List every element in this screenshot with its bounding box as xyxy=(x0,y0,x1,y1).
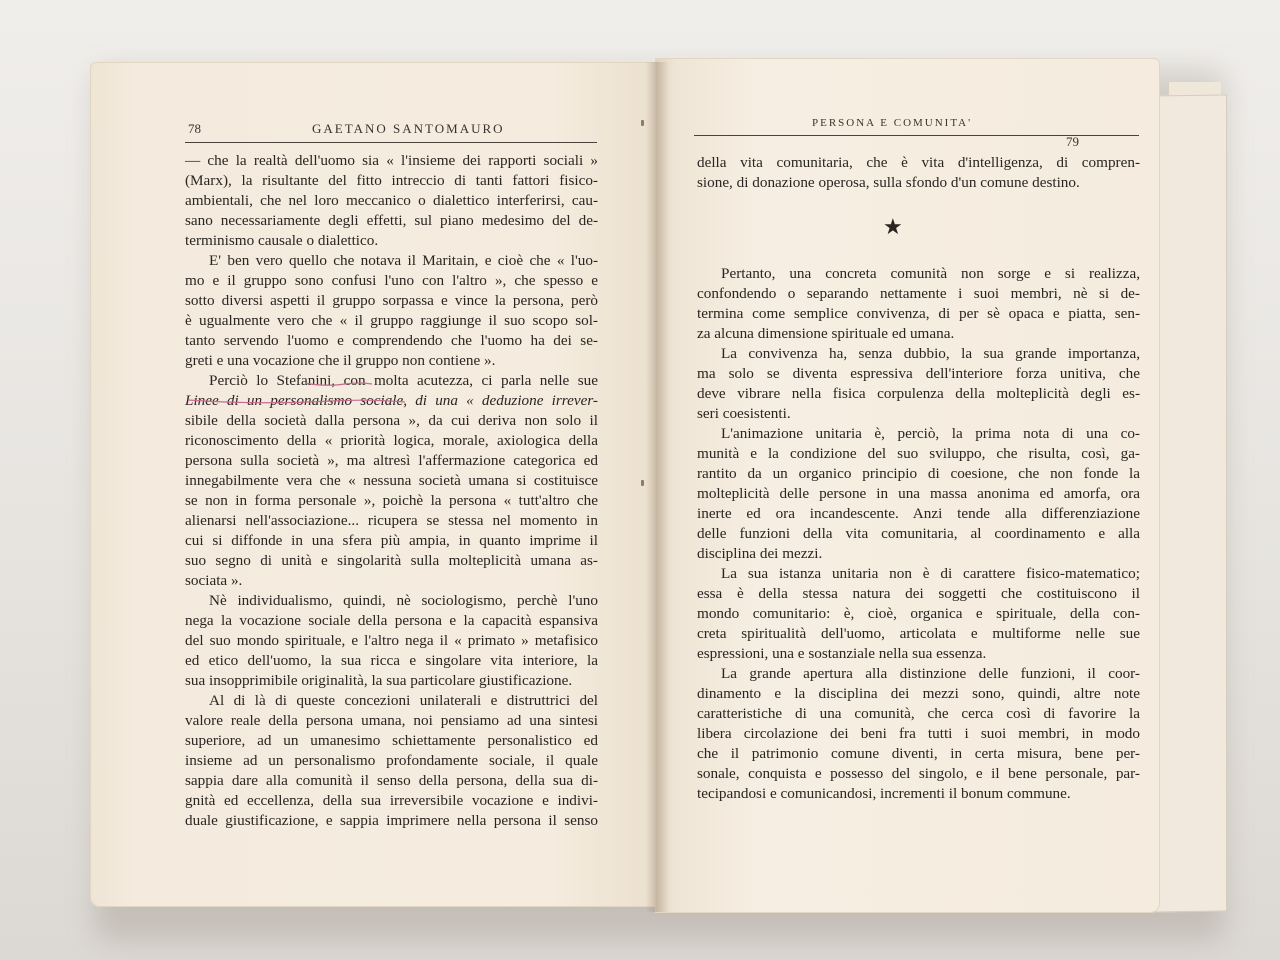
text-line: sibile della società dalla persona », da cui deriva non solo il xyxy=(185,412,598,429)
text-line: sociata ». xyxy=(185,572,243,589)
right-body-text xyxy=(697,264,1140,804)
text-line: deve vibrare nella fisica corpulenza della molteplicità degli es- xyxy=(697,385,1140,402)
text-line: caratteristiche di una comunità, che cerca così di favorire la xyxy=(697,705,1140,722)
text-line: Pertanto, una concreta comunità non sorge e si realizza, xyxy=(721,265,1140,282)
text-line: se non in forma personale », poichè la persona « tutt'altro che xyxy=(185,492,598,509)
left-running-head: GAETANO SANTOMAURO xyxy=(312,121,505,136)
text-line: superiore, ad un umanesimo schiettamente personalistico ed xyxy=(185,732,598,749)
left-page-number: 78 xyxy=(188,121,201,136)
right-body-top xyxy=(697,153,1140,193)
text-line: — che la realtà dell'uomo sia « l'insieme dei rapporti sociali » xyxy=(185,152,598,169)
text-line: creta spiritualità dell'uomo, articolata e multiforme nelle sue xyxy=(697,625,1140,642)
right-page-number: 79 xyxy=(1066,134,1079,149)
text-line: La sua istanza unitaria non è di carattere fisico-matematico; xyxy=(721,565,1140,582)
text-line: rantito da un organico principio di coesione, che non fonde la xyxy=(697,465,1140,482)
text-line: confondendo o separando nettamente i suoi membri, nè si de- xyxy=(697,285,1140,302)
text-line: L'animazione unitaria è, perciò, la prima nota di una co- xyxy=(721,425,1140,442)
text-line: persona sulla società », ma altresì l'affermazione categorica ed xyxy=(185,452,598,469)
text-line: sua insopprimibile originalità, la sua particolare giustificazione. xyxy=(185,672,573,689)
text-line: za alcuna dimensione spirituale ed umana. xyxy=(697,325,955,342)
text-line: insieme ad un personalismo profondamente sociale, il quale xyxy=(185,752,598,769)
pen-underline-stefanini xyxy=(305,383,372,385)
text-line: gnità ed eccellenza, della sua irreversibile vocazione e indivi- xyxy=(185,792,598,809)
text-line-underlined: Linee di un personalismo sociale, di una « deduzione irrever- xyxy=(185,392,598,409)
text-line: molteplicità delle persone in una massa anonima ed amorfa, ora xyxy=(697,485,1140,502)
text-line: riconoscimento della « priorità logica, morale, axiologica della xyxy=(185,432,598,449)
text-line: duale giustificazione, e sappia imprimere nella persona il senso xyxy=(185,812,598,829)
text-line: mo e il gruppo sono confusi l'uno con l'altro », che spesso e xyxy=(185,272,598,289)
section-separator-star: ★ xyxy=(883,214,903,239)
text-line: tecipandosi e comunicandosi, incrementi il bonum commune. xyxy=(697,785,1071,802)
text-line: E' ben vero quello che notava il Maritain, e cioè che « l'uo- xyxy=(209,252,598,269)
text-line: alienarsi nell'associazione... ricupera se stessa nel momento in xyxy=(185,512,598,529)
text-line: sione, di donazione operosa, sulla sfondo d'un comune destino. xyxy=(697,174,1080,191)
text-line: sano necessariamente degli effetti, sul piano medesimo del de- xyxy=(185,212,598,229)
text-line: essa è della stessa natura dei soggetti che costituiscono il xyxy=(697,585,1140,602)
text-line: (Marx), la risultante del fitto intreccio di tanti fattori fisico- xyxy=(185,172,598,189)
text-line: sappia dare alla comunità il senso della persona, della sua di- xyxy=(185,772,598,789)
text-line: ambientali, che nel loro meccanico o dialettico interferirsi, cau- xyxy=(185,192,598,209)
text-line: inerte ed ora incandescente. Anzi tende alla differenziazione xyxy=(697,505,1140,522)
text-line: termina come semplice convivenza, di per sè opaca e piatta, sen- xyxy=(697,305,1140,322)
text-line: suo segno di unità e singolarità sulla molteplicità umana as- xyxy=(185,552,598,569)
text-line-underlined: Perciò lo Stefanini, con molta acutezza, ci parla nelle sue xyxy=(209,372,598,389)
text-line: valore reale della persona umana, noi pensiamo ad una sintesi xyxy=(185,712,598,729)
text-line: cui si diffonde in una sfera più ampia, in quanto imprime il xyxy=(185,532,598,549)
text-line: La convivenza ha, senza dubbio, la sua grande importanza, xyxy=(721,345,1140,362)
text-line: tanto servendo l'uomo e comprendendo che l'uomo ha dei se- xyxy=(185,332,598,349)
text-line: che il patrimonio comune diventi, in certa misura, bene per- xyxy=(697,745,1140,762)
right-running-head: PERSONA E COMUNITA' xyxy=(812,117,973,129)
text-line: è ugualmente vero che « il gruppo raggiunge il suo scopo sol- xyxy=(185,312,598,329)
text-line: delle funzioni della vita comunitaria, al coordinamento e alla xyxy=(697,525,1140,542)
text-line: sonale, conquista e possesso del singolo, e il bene personale, par- xyxy=(697,765,1140,782)
text-line: seri coesistenti. xyxy=(697,405,791,422)
text-line: dinamento e la disciplina dei mezzi sono, quindi, altre note xyxy=(697,685,1140,702)
text-line: disciplina dei mezzi. xyxy=(697,545,823,562)
text-line: greti e una vocazione che il gruppo non contiene ». xyxy=(185,352,496,369)
text-line: del suo mondo spirituale, e l'altro nega il « primato » metafisico xyxy=(185,632,598,649)
text-line: nega la vocazione sociale della persona e la capacità espansiva xyxy=(185,612,598,629)
text-line: munità e la condizione del suo sviluppo, che risulta, così, ga- xyxy=(697,445,1140,462)
text-line: ma solo se diventa espressiva dell'interiore forza unitiva, che xyxy=(697,365,1140,382)
text-line: espressioni, una e sostanziale nella sua essenza. xyxy=(697,645,987,662)
text-line: innegabilmente vera che « nessuna società umana si costituisce xyxy=(185,472,598,489)
text-line: Nè individualismo, quindi, nè sociologismo, perchè l'uno xyxy=(209,592,598,609)
text-line: La grande apertura alla distinzione delle funzioni, il coor- xyxy=(721,665,1140,682)
text-line: Al di là di queste concezioni unilaterali e distruttrici del xyxy=(209,692,598,709)
text-line: ed etico dell'uomo, la sua ricca e singolare vita interiore, la xyxy=(185,652,598,669)
text-line: libera circolazione dei beni fra tutti i suoi membri, in modo xyxy=(697,725,1140,742)
text-line: sotto diversi aspetti il gruppo sorpassa e vince la persona, però xyxy=(185,292,598,309)
text-line: mondo comunitario: è, cioè, organica e spirituale, della con- xyxy=(697,605,1140,622)
text-line: terminismo causale o dialettico. xyxy=(185,232,379,249)
text-line: della vita comunitaria, che è vita d'intelligenza, di compren- xyxy=(697,154,1140,171)
pen-underline-linee xyxy=(188,400,405,403)
